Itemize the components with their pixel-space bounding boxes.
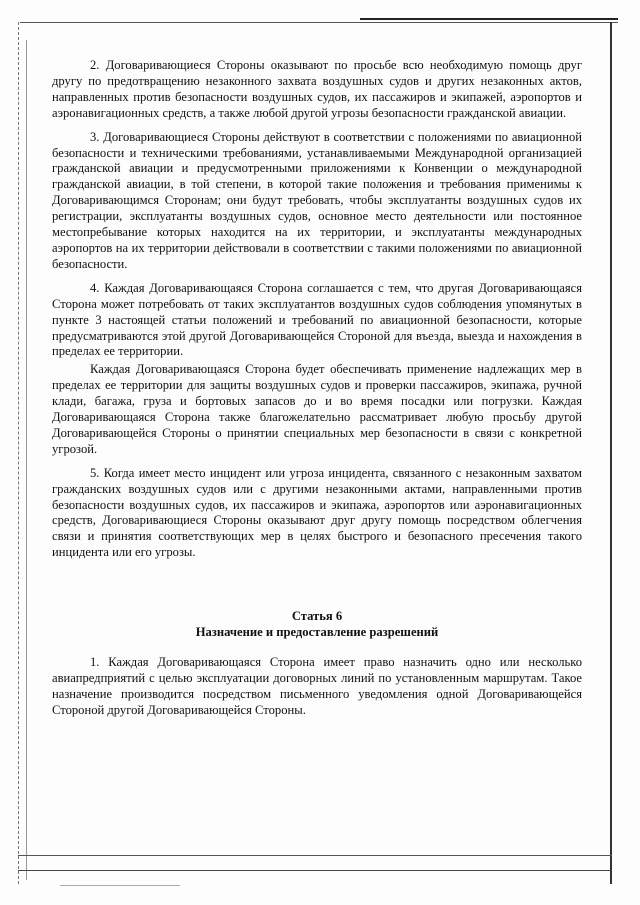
scan-edge-bottom [18,855,612,856]
paragraph-4: 4. Каждая Договаривающаяся Сторона соглашается с тем, что другая Договаривающаяся Сторона может потребовать от таких эксплуатантов воздушных судов соблюдения упомянутых в пункте 3 настоящей статьи положений и требований по авиационной безопасности, которые предусматриваются этой другой Договаривающейся Стороной для въезда, выезда и нахождения в пределах ее территории. [52,280,582,359]
article-6 [52,609,582,718]
paragraph-2: 2. Договаривающиеся Стороны оказывают по просьбе всю необходимую помощь друг другу по предотвращению незаконного захвата воздушных судов и других незаконных актов, направленных против безопасности воздушных судов, их пассажиров и экипажей, аэропортов и аэронавигационных средств, а также любой другой угрозы безопасности гражданской авиации. [52,58,582,120]
article-6-paragraph-1: 1. Каждая Договаривающаяся Сторона имеет право назначить одно или несколько авиапредприятий с целью эксплуатации договорных линий по установленным маршрутам. Такое назначение производится посредством письменного уведомления одной Договаривающейся Стороной другой Договаривающейся Стороны. [52,655,582,717]
paragraph-3: 3. Договаривающиеся Стороны действуют в соответствии с положениями по авиационной безопасности и техническими требованиями, устанавливаемыми Международной организацией гражданской авиации и предусмотренными приложениями к Конвенции о международной гражданской авиации, в той степени, в которой такие положения и требования применимы к Договаривающимся Сторонам; они будут требовать, чтобы эксплуатанты воздушных судов их регистрации, эксплуатанты воздушных судов, основное место деятельности или постоянное местопребывание которых находится на их территории, и эксплуатанты международных аэропортов на их территории действовали в соответствии с такими положениями по авиационной безопасности. [52,129,582,271]
paragraph-4-continuation: Каждая Договаривающаяся Сторона будет обеспечивать применение надлежащих мер в пределах ее территории для защиты воздушных судов и проверки пассажиров, экипажа, ручной клади, багажа, груза и бортовых запасов до и во время посадки или погрузки. Каждая Договаривающаяся Сторона также благожелательно рассматривает любую просьбу другой Договаривающейся Стороны о принятии специальных мер безопасности в связи с конкретной угрозой. [52,362,582,456]
scan-edge-right [610,22,612,884]
scan-edge-bottom-outer [18,870,612,871]
paragraph-5: 5. Когда имеет место инцидент или угроза инцидента, связанного с незаконным захватом гражданских воздушных судов или с другими незаконными актами, направленными против безопасности воздушных судов, их пассажиров и экипажа, аэропортов или аэронавигационных средств, Договаривающиеся Стороны оказывают друг другу помощь посредством облегчения связи и принятия соответствующих мер в целях быстрого и безопасного пресечения такого инцидента или его угрозы. [52,465,582,560]
scan-edge-left-inner [26,40,27,880]
article-subtitle: Назначение и предоставление разрешений [195,625,439,640]
document-body [52,58,582,727]
article-title: Статья 6 [291,609,343,624]
scan-edge-top [20,22,618,23]
scan-edge-bottom-fragment [60,885,180,886]
scan-edge-top-dark [360,18,618,20]
scan-edge-left [18,22,19,884]
